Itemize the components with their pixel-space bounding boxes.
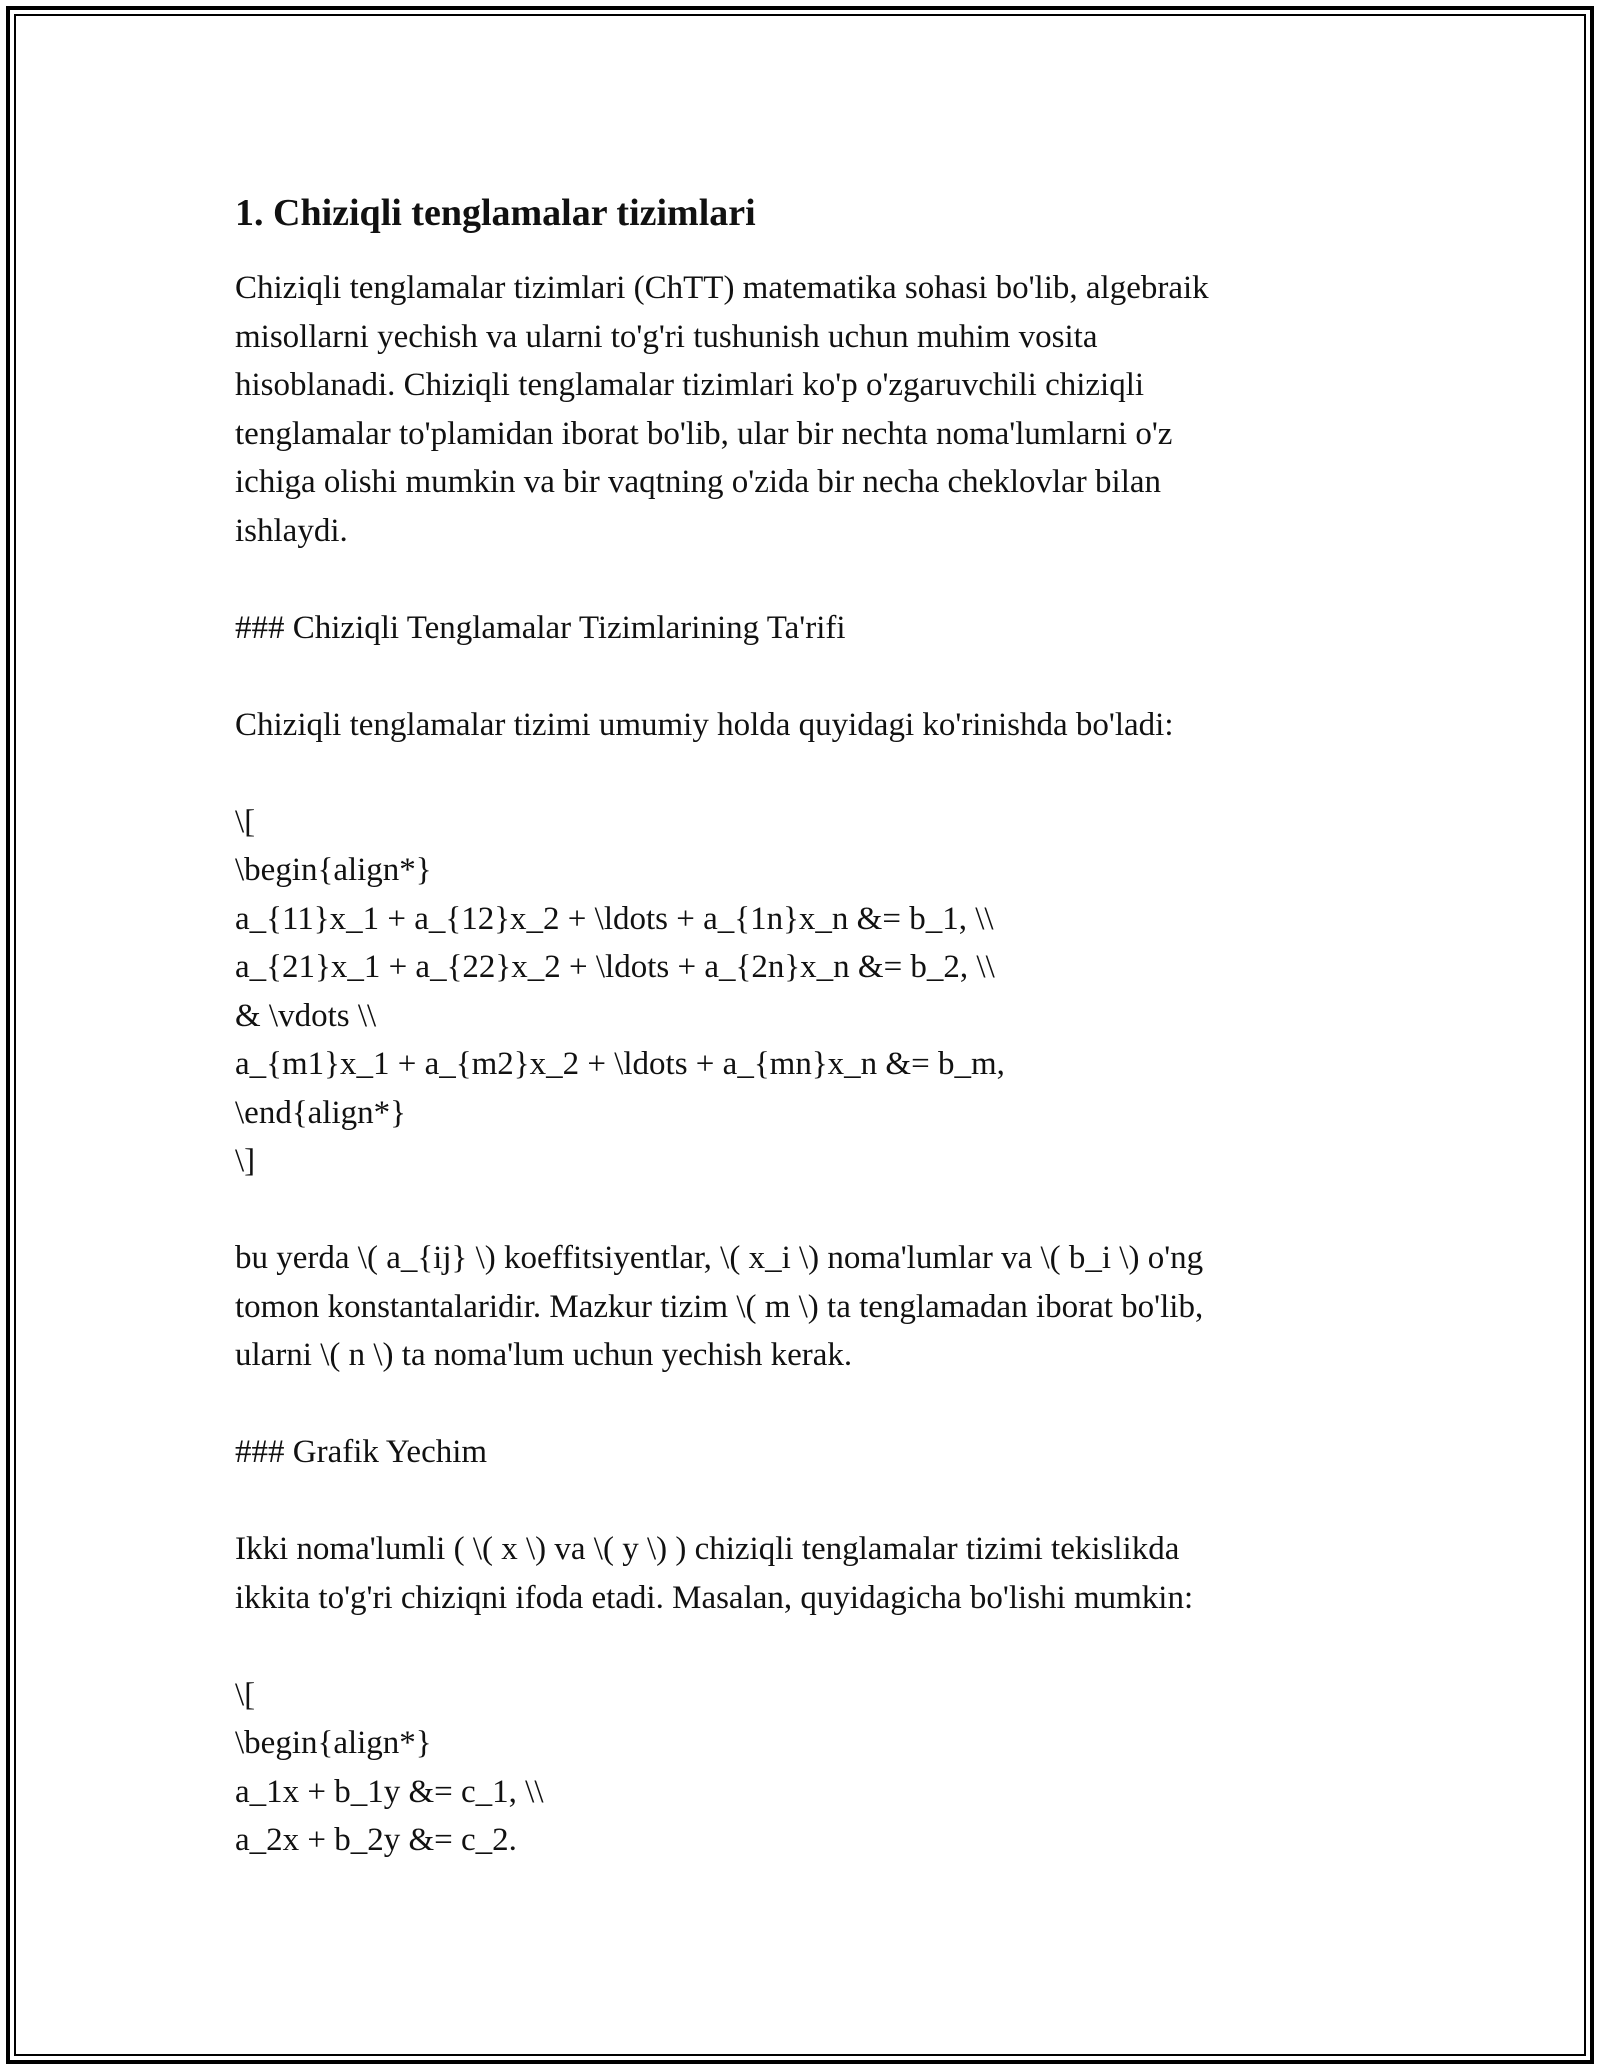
text-line: a_{21}x_1 + a_{22}x_2 + \ldots + a_{2n}x_n &= b_2, \\ [235,949,995,985]
text-line: ### Grafik Yechim [235,1434,488,1470]
text-line: a_{11}x_1 + a_{12}x_2 + \ldots + a_{1n}x_n &= b_1, \\ [235,900,994,937]
text-line: \[ [235,1676,256,1713]
text-line: ichiga olishi mumkin va bir vaqtning o'zida bir necha cheklovlar bilan [235,464,1162,500]
text-line: bu yerda \( a_{ij} \) koeffitsiyentlar, \( x_i \) noma'lumlar va \( b_i \) o'ng [235,1240,1204,1276]
text-line: a_1x + b_1y &= c_1, \\ [235,1773,544,1810]
text-line: ikkita to'g'ri chiziqni ifoda etadi. Masalan, quyidagicha bo'lishi mumkin: [235,1579,1194,1616]
text-line: ### Chiziqli Tenglamalar Tizimlarining Ta'rifi [235,609,846,646]
document-body [235,186,1365,1865]
blank-line [235,652,1365,701]
text-line: \begin{align*} [235,852,432,888]
blank-line [235,1477,1365,1526]
text-line: \] [235,1143,256,1179]
text-line: \[ [235,803,256,840]
blank-line [235,749,1365,798]
text-line: ishlaydi. [235,512,348,549]
blank-line [235,1380,1365,1429]
text-line: \end{align*} [235,1094,406,1131]
text-line: & \vdots \\ [235,997,377,1034]
text-line: \begin{align*} [235,1725,432,1761]
blank-line [235,555,1365,604]
text-lines [235,264,1365,1865]
text-line: Chiziqli tenglamalar tizimi umumiy holda quyidagi ko'rinishda bo'ladi: [235,706,1174,743]
text-line: misollarni yechish va ularni to'g'ri tushunish uchun muhim vosita [235,318,1098,355]
text-line: hisoblanadi. Chiziqli tenglamalar tizimlari ko'p o'zgaruvchili chiziqli [235,367,1145,403]
blank-line [235,1622,1365,1671]
blank-line [235,1186,1365,1235]
section-heading: 1. Chiziqli tenglamalar tizimlari [235,192,756,234]
text-line: tenglamalar to'plamidan iborat bo'lib, ular bir nechta noma'lumlarni o'z [235,415,1173,452]
text-line: Ikki noma'lumli ( \( x \) va \( y \) ) chiziqli tenglamalar tizimi tekislikda [235,1531,1180,1567]
text-line: ularni \( n \) ta noma'lum uchun yechish kerak. [235,1337,853,1373]
text-line: tomon konstantalaridir. Mazkur tizim \( m \) ta tenglamadan iborat bo'lib, [235,1288,1204,1325]
text-line: Chiziqli tenglamalar tizimlari (ChTT) matematika sohasi bo'lib, algebraik [235,270,1209,306]
text-line: a_2x + b_2y &= c_2. [235,1822,517,1858]
text-line: a_{m1}x_1 + a_{m2}x_2 + \ldots + a_{mn}x_n &= b_m, [235,1046,1005,1082]
